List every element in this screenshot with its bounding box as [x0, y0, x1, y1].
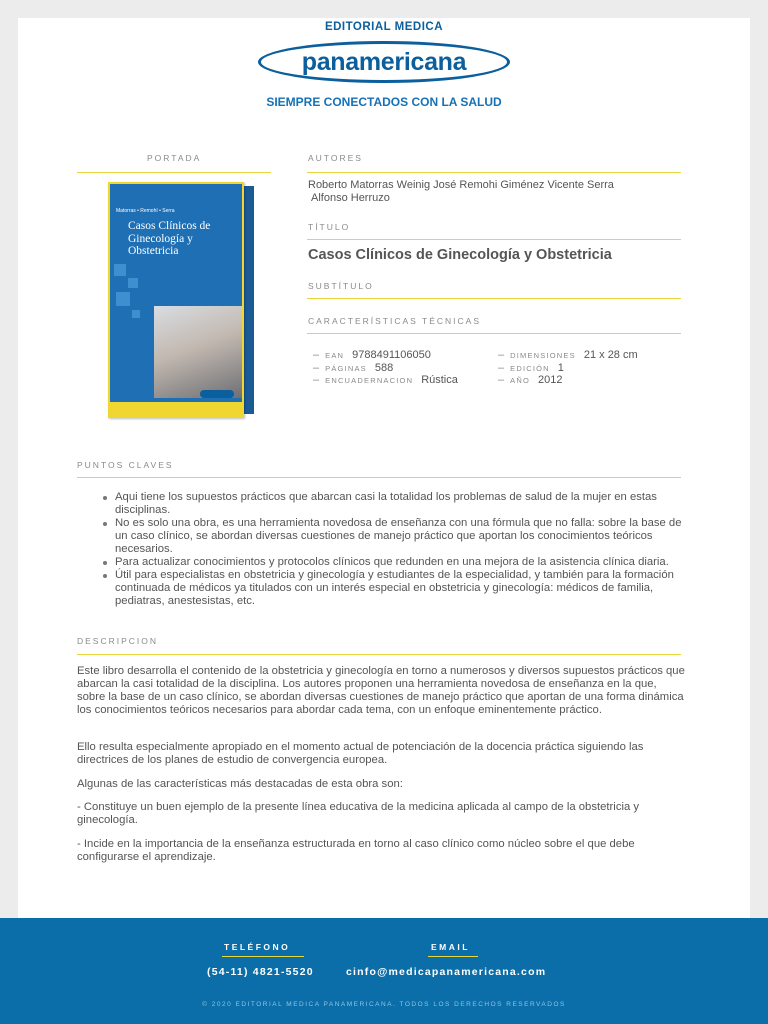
- book-title: Casos Clínicos de Ginecología y Obstetricia: [308, 247, 612, 263]
- spec-pages-label: PÁGINAS: [325, 364, 367, 373]
- spec-dash: –: [313, 349, 320, 361]
- email-rule: [428, 956, 478, 957]
- tagline: SIEMPRE CONECTADOS CON LA SALUD: [266, 95, 502, 109]
- phone-label: TELÉFONO: [224, 942, 291, 952]
- spec-binding-value: Rústica: [421, 374, 458, 386]
- spec-dash: –: [498, 374, 505, 386]
- spec-edition-label: EDICIÓN: [510, 364, 550, 373]
- key-points-rule: [77, 477, 681, 478]
- title-label: TÍTULO: [308, 222, 351, 232]
- spec-dash: –: [498, 362, 505, 374]
- authors-value-line2: Alfonso Herruzo: [311, 192, 390, 204]
- cover-title: Casos Clínicos de Ginecología y Obstetricia: [128, 220, 211, 257]
- logo-main-text: panamericana: [301, 48, 467, 76]
- spec-ean: [313, 349, 431, 361]
- authors-rule: [307, 172, 681, 173]
- cover-label: PORTADA: [147, 153, 202, 163]
- description-paragraph: Ello resulta especialmente apropiado en el momento actual de potenciación de la docencia práctica siguiendo las directrices de los planes de estudio de convergencia europea.: [77, 741, 644, 766]
- footer: [0, 918, 768, 1024]
- cover-yellow-band: [110, 402, 242, 416]
- spec-edition: [498, 362, 564, 374]
- spec-year-value: 2012: [537, 374, 563, 386]
- cover-decor-tiles: [110, 244, 150, 334]
- specs-rule: [307, 333, 681, 334]
- spec-pages: [313, 362, 393, 374]
- spec-pages-value: 588: [374, 362, 394, 374]
- email-link[interactable]: cinfo@medicapanamericana.com: [346, 966, 547, 978]
- subtitle-rule: [307, 298, 681, 299]
- spec-binding: [313, 374, 458, 386]
- subtitle-label: SUBTÍTULO: [308, 281, 374, 291]
- spec-ean-label: EAN: [325, 351, 345, 360]
- cover-rule: [77, 172, 271, 173]
- cover-authors: Matorras • Remohí • Serra: [116, 208, 175, 214]
- email-label: EMAIL: [431, 942, 470, 952]
- description-rule: [77, 654, 681, 655]
- spec-year: [498, 374, 562, 386]
- spec-dimensions: [498, 349, 638, 361]
- spec-dash: –: [313, 362, 320, 374]
- description-paragraph: - Constituye un buen ejemplo de la presente línea educativa de la medicina aplicada al campo de la obstetricia y ginecología.: [77, 801, 640, 826]
- logo-top-text: EDITORIAL MEDICA: [324, 21, 444, 33]
- title-rule: [307, 239, 681, 240]
- spec-edition-value: 1: [557, 362, 564, 374]
- cover-ultrasound-photo: [154, 306, 244, 398]
- cover-publisher-badge: [200, 390, 234, 398]
- spec-dimensions-value: 21 x 28 cm: [583, 349, 638, 361]
- spec-dash: –: [313, 374, 320, 386]
- list-item: Para actualizar conocimientos y protocolos clínicos que redunden en una mejora de la asistencia clínica diaria.: [100, 556, 690, 569]
- book-cover-image: [108, 182, 244, 418]
- phone-value[interactable]: (54-11) 4821-5520: [207, 966, 314, 978]
- copyright: © 2020 EDITORIAL MEDICA PANAMERICANA. TODOS LOS DERECHOS RESERVADOS: [202, 1001, 566, 1008]
- spec-binding-label: ENCUADERNACION: [325, 376, 414, 385]
- spec-dimensions-label: DIMENSIONES: [510, 351, 576, 360]
- description-paragraph: Este libro desarrolla el contenido de la obstetricia y ginecología en torno a numerosos y diversos supuestos prácticos que abarcan la casi totalidad de la disciplina. Los autores proponen una herramienta novedosa de enseñanza en la que, sobre la base de un caso clínico, se abordan diversas cuestiones de manejo práctico que aportan de una forma dinámica los conocimientos teóricos necesarios para abordar cada tema, con un enfoque eminentemente práctico.: [77, 665, 685, 716]
- spec-dash: –: [498, 349, 505, 361]
- description-paragraph: Algunas de las características más destacadas de esta obra son:: [77, 778, 403, 790]
- phone-rule: [222, 956, 304, 957]
- description-paragraph: - Incide en la importancia de la enseñanza estructurada en torno al caso clínico como núcleo sobre el que debe configurarse el aprendizaje.: [77, 838, 635, 863]
- key-points-label: PUNTOS CLAVES: [77, 460, 174, 470]
- specs-label: CARACTERÍSTICAS TÉCNICAS: [308, 316, 482, 326]
- list-item: Útil para especialistas en obstetricia y ginecología y estudiantes de la especialidad, y también para la formación continuada de médicos ya titulados con un interés especial en obstetricia y ginecología: médicos de familia, pediatras, anestesistas, etc.: [100, 569, 690, 608]
- list-item: Aqui tiene los supuestos prácticos que abarcan casi la totalidad los problemas de salud de la mujer en estas disciplinas.: [100, 491, 690, 517]
- authors-value-line1: Roberto Matorras Weinig José Remohi Giménez Vicente Serra: [308, 179, 614, 191]
- authors-label: AUTORES: [308, 153, 363, 163]
- key-points-list: [100, 491, 690, 608]
- spec-ean-value: 9788491106050: [352, 349, 431, 361]
- description-label: DESCRIPCION: [77, 636, 159, 646]
- spec-year-label: AÑO: [510, 376, 530, 385]
- list-item: No es solo una obra, es una herramienta novedosa de enseñanza con una fórmula que no falla: sobre la base de un caso clínico, se abordan diversas cuestiones de manejo práctico que aportan los conocimientos teóricos necesarios.: [100, 517, 690, 556]
- book-cover-spine: [244, 186, 254, 414]
